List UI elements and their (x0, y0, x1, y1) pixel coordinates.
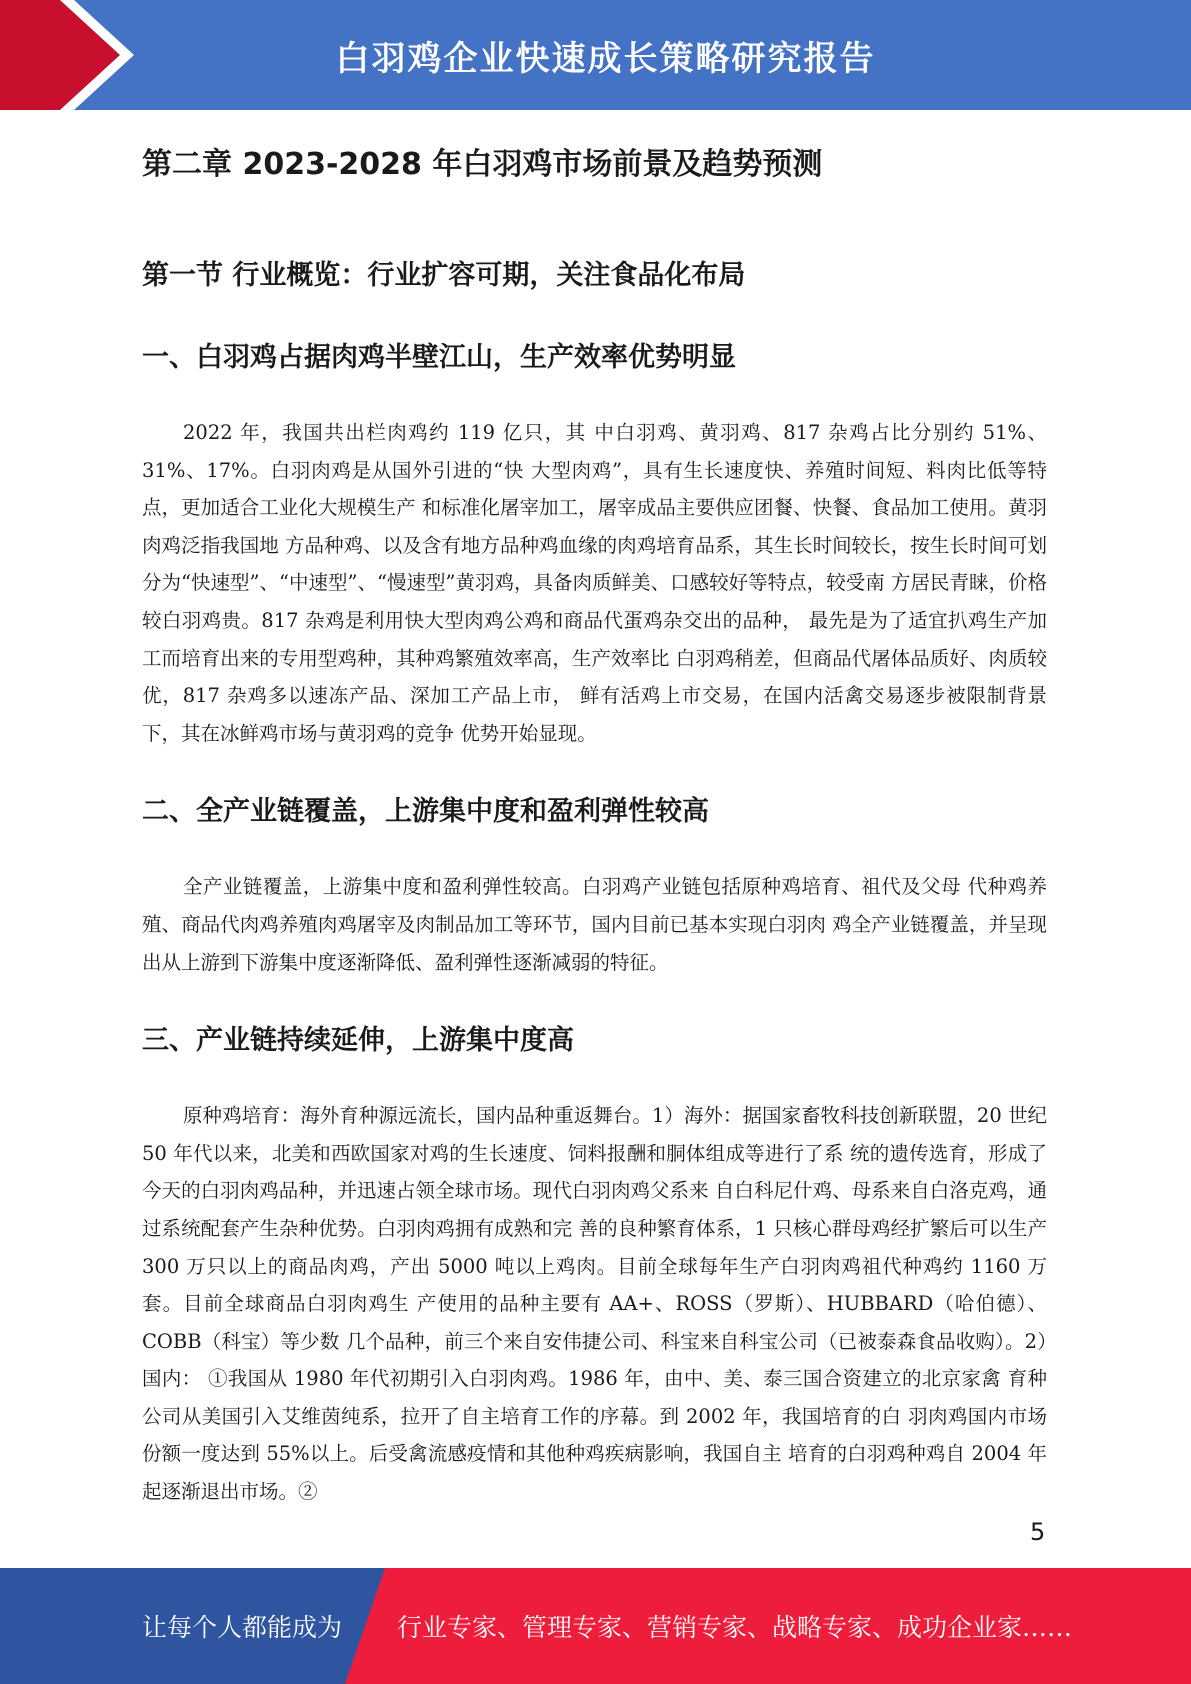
chapter-title: 第二章 2023-2028 年白羽鸡市场前景及趋势预测 (142, 147, 823, 182)
footer-bar (0, 1568, 1191, 1684)
page-number: 5 (1030, 1518, 1046, 1546)
subsection-paragraph-1: 2022 年，我国共出栏肉鸡约 119 亿只，其 中白羽鸡、黄羽鸡、817 杂鸡占比分别约 51%、31%、17%。白羽肉鸡是从国外引进的“快 大型肉鸡”，具有生长速度快、养殖时间短、料肉比低等特点，更加适合工业化大规模生产 和标准化屠宰加工，屠宰成品主要供应团餐、快餐、食品加工使用。黄羽肉鸡泛指我国地 方品种鸡、以及含有地方品种鸡血缘的肉鸡培育品系，其生长时间较长，按生长时间可划 分为“快速型”、“中速型”、“慢速型”黄羽鸡，具备肉质鲜美、口感较好等特点，较受南 方居民青睐，价格较白羽鸡贵。817 杂鸡是利用快大型肉鸡公鸡和商品代蛋鸡杂交出的品种， 最先是为了适宜扒鸡生产加工而培育出来的专用型鸡种，其种鸡繁殖效率高，生产效率比 白羽鸡稍差，但商品代屠体品质好、肉质较优，817 杂鸡多以速冻产品、深加工产品上市， 鲜有活鸡上市交易，在国内活禽交易逐步被限制背景下，其在冰鲜鸡市场与黄羽鸡的竞争 优势开始显现。 (142, 421, 1047, 745)
header-bar (0, 0, 1191, 110)
footer-slogan-left: 让每个人都能成为 (142, 1613, 343, 1642)
subsection-heading-2: 二、全产业链覆盖，上游集中度和盈利弹性较高 (142, 796, 709, 828)
footer-slogan-right: 行业专家、管理专家、营销专家、战略专家、成功企业家…… (397, 1613, 1073, 1642)
section-title: 第一节 行业概览：行业扩容可期，关注食品化布局 (142, 260, 746, 291)
report-title: 白羽鸡企业快速成长策略研究报告 (335, 38, 876, 79)
subsection-paragraph-3: 原种鸡培育：海外育种源远流长，国内品种重返舞台。1）海外：据国家畜牧科技创新联盟，20 世纪 50 年代以来，北美和西欧国家对鸡的生长速度、饲料报酬和胴体组成等进行了系 统的遗传选育，形成了今天的白羽肉鸡品种，并迅速占领全球市场。现代白羽肉鸡父系来 自白科尼什鸡、母系来自白洛克鸡，通过系统配套产生杂种优势。白羽肉鸡拥有成熟和完 善的良种繁育体系，1 只核心群母鸡经扩繁后可以生产 300 万只以上的商品肉鸡，产出 5000 吨以上鸡肉。目前全球每年生产白羽肉鸡祖代种鸡约 1160 万套。目前全球商品白羽肉鸡生 产使用的品种主要有 AA+、ROSS（罗斯）、HUBBARD（哈伯德）、COBB（科宝）等少数 几个品种，前三个来自安伟捷公司、科宝来自科宝公司（已被泰森食品收购）。2）国内： ①我国从 1980 年代初期引入白羽肉鸡。1986 年，由中、美、泰三国合资建立的北京家禽 育种公司从美国引入艾维茵纯系，拉开了自主培育工作的序幕。到 2002 年，我国培育的白 羽肉鸡国内市场份额一度达到 55%以上。后受禽流感疫情和其他种鸡疾病影响，我国自主 培育的白羽鸡种鸡自 2004 年起逐渐退出市场。② (142, 1104, 1047, 1504)
page-content (142, 130, 1047, 1511)
subsection-heading-1: 一、白羽鸡占据肉鸡半壁江山，生产效率优势明显 (142, 342, 736, 373)
subsection-heading-3: 三、产业链持续延伸，上游集中度高 (142, 1025, 574, 1057)
subsection-paragraph-2: 全产业链覆盖，上游集中度和盈利弹性较高。白羽鸡产业链包括原种鸡培育、祖代及父母 代种鸡养殖、商品代肉鸡养殖肉鸡屠宰及肉制品加工等环节，国内目前已基本实现白羽肉 鸡全产业链覆盖，并呈现出从上游到下游集中度逐渐降低、盈利弹性逐渐减弱的特征。 (142, 875, 1047, 974)
